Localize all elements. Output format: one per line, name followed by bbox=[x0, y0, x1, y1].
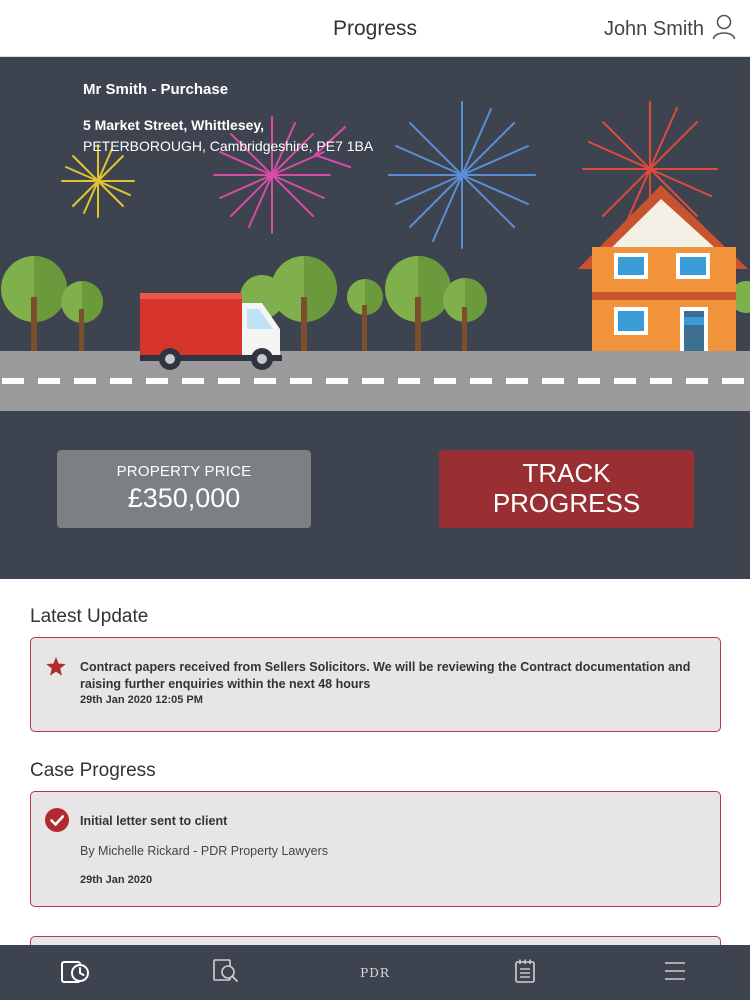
user-menu[interactable] bbox=[604, 14, 736, 45]
tree-7 bbox=[443, 278, 487, 351]
tree-1 bbox=[1, 256, 67, 351]
firework-blue bbox=[389, 102, 535, 248]
tree-5 bbox=[347, 279, 383, 351]
property-price-value: £350,000 bbox=[127, 483, 241, 513]
road-markings bbox=[2, 378, 744, 384]
document-search-icon bbox=[212, 958, 240, 989]
top-bar bbox=[0, 0, 750, 57]
nav-notes[interactable] bbox=[510, 959, 540, 987]
case-progress-item-author: By Michelle Rickard - PDR Property Lawyers bbox=[80, 844, 328, 858]
check-circle-icon bbox=[45, 808, 69, 837]
tree-6 bbox=[385, 256, 451, 351]
case-progress-item[interactable] bbox=[30, 791, 721, 907]
nav-pdr-home[interactable] bbox=[355, 959, 395, 987]
star-icon bbox=[46, 657, 66, 681]
property-price-label: PROPERTY PRICE bbox=[116, 463, 252, 480]
address-line-1: 5 Market Street, Whittlesey, bbox=[83, 117, 265, 133]
nav-progress[interactable] bbox=[60, 959, 90, 987]
track-progress-label-2: PROGRESS bbox=[492, 488, 641, 518]
pdr-logo: PDR bbox=[360, 966, 390, 980]
notepad-icon bbox=[514, 958, 536, 989]
case-progress-title: Case Progress bbox=[30, 760, 156, 781]
bottom-nav bbox=[0, 945, 750, 1000]
track-progress-label-1: TRACK bbox=[522, 458, 611, 488]
case-name: Mr Smith - Purchase bbox=[83, 81, 229, 98]
address-line-2: PETERBOROUGH, Cambridgeshire, PE7 1BA bbox=[83, 138, 374, 154]
hamburger-menu-icon bbox=[663, 960, 687, 987]
page-title: Progress bbox=[332, 17, 418, 40]
user-icon bbox=[712, 14, 736, 45]
case-progress-item-date: 29th Jan 2020 bbox=[80, 874, 153, 886]
latest-update-title: Latest Update bbox=[30, 606, 149, 627]
property-price-box bbox=[57, 450, 311, 528]
case-progress-item-title: Initial letter sent to client bbox=[80, 814, 228, 828]
house bbox=[578, 185, 748, 351]
progress-clock-icon bbox=[60, 958, 90, 989]
latest-update-card[interactable] bbox=[30, 637, 721, 732]
tree-2 bbox=[61, 281, 103, 351]
nav-menu[interactable] bbox=[660, 959, 690, 987]
truck bbox=[140, 293, 282, 370]
firework-yellow bbox=[62, 145, 134, 217]
tree-4 bbox=[271, 256, 337, 351]
latest-update-message: Contract papers received from Sellers Solicitors. We will be reviewing the Contract documentation and raising further enquiries within the next 48 hours bbox=[80, 660, 691, 691]
latest-update-date: 29th Jan 2020 12:05 PM bbox=[80, 694, 203, 706]
nav-documents[interactable] bbox=[211, 959, 241, 987]
track-progress-button[interactable] bbox=[439, 450, 694, 528]
user-name: John Smith bbox=[603, 18, 704, 40]
firework-pink bbox=[214, 117, 350, 233]
hero-banner bbox=[0, 57, 750, 579]
